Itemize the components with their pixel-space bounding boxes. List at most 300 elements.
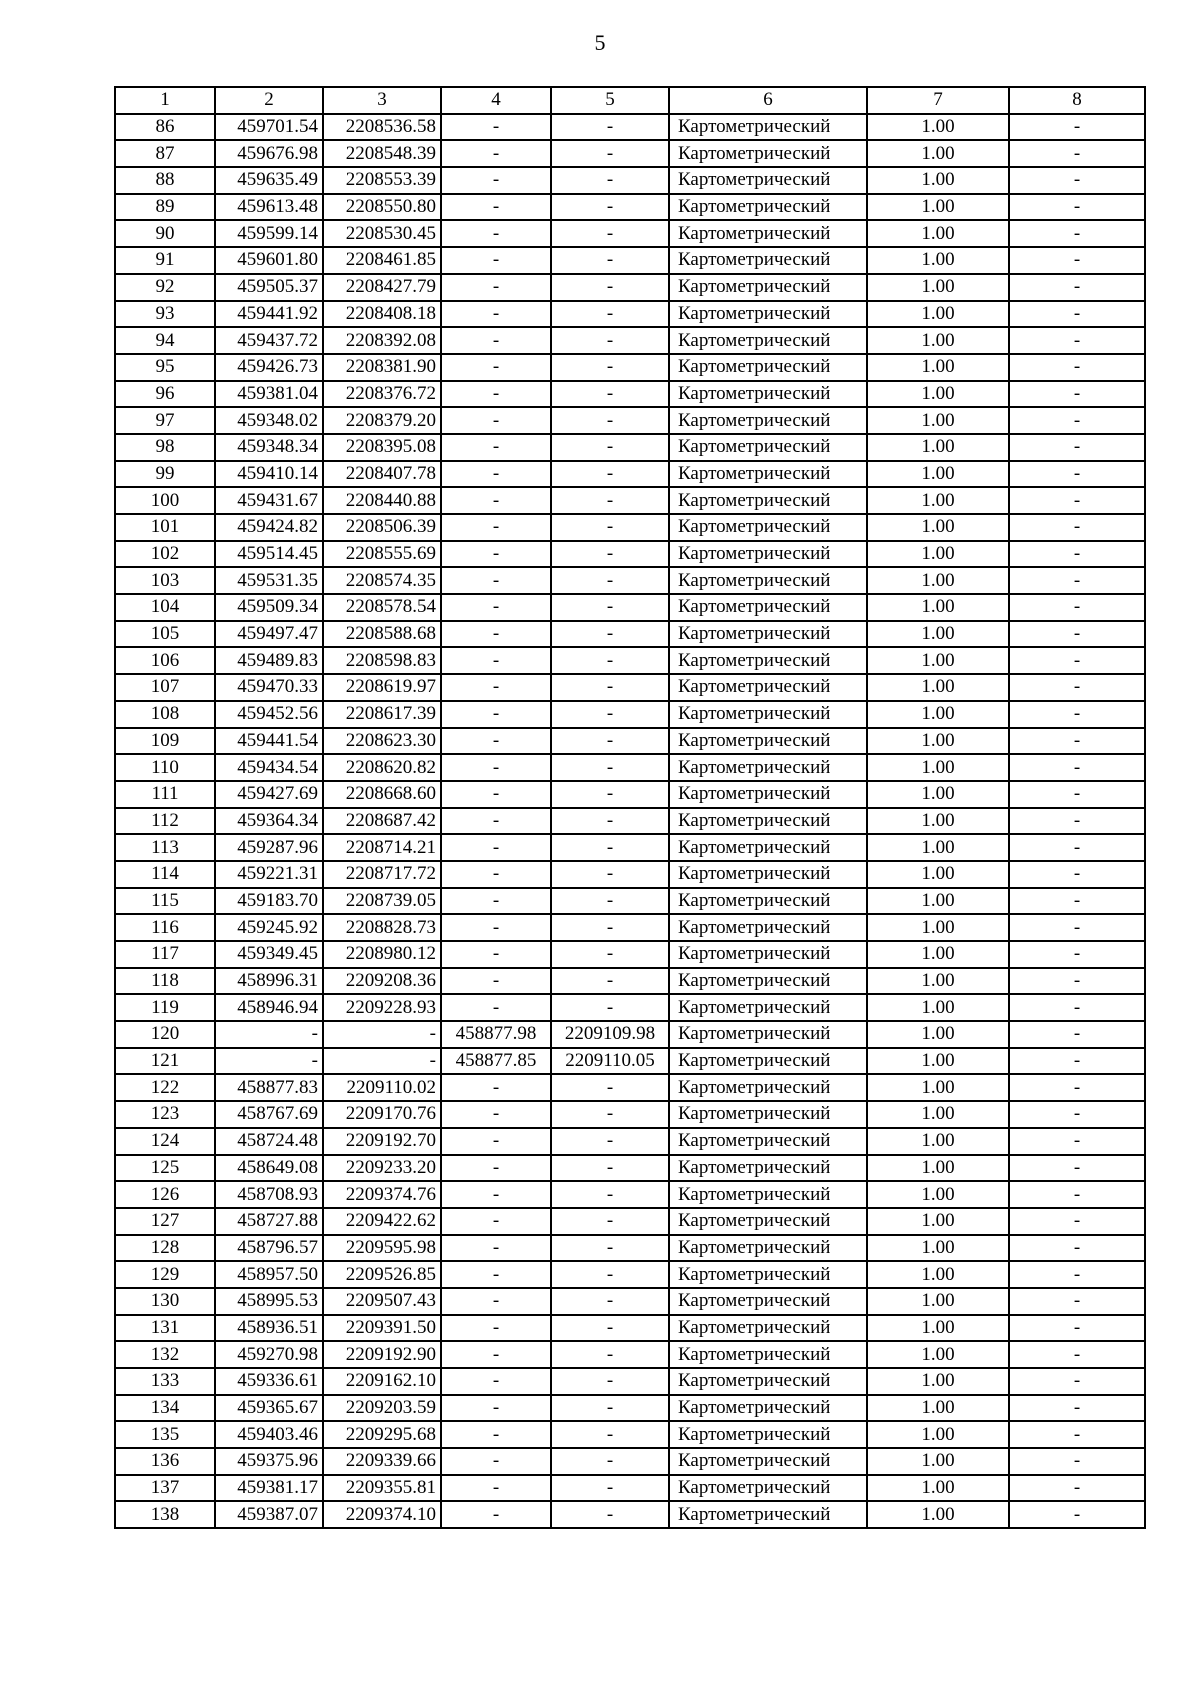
accuracy-cell: 1.00 — [867, 1475, 1009, 1502]
point-number-cell: 92 — [115, 274, 215, 301]
y-old-coordinate-cell: - — [551, 834, 669, 861]
description-cell: - — [1009, 1181, 1145, 1208]
column-header: 5 — [551, 87, 669, 114]
table-row — [115, 381, 1145, 408]
point-number-cell: 89 — [115, 194, 215, 221]
y-coordinate-cell: 2208574.35 — [323, 567, 441, 594]
point-number-cell: 105 — [115, 621, 215, 648]
y-coordinate-cell: 2209170.76 — [323, 1101, 441, 1128]
table-row — [115, 220, 1145, 247]
x-old-coordinate-cell: 458877.85 — [441, 1048, 551, 1075]
x-old-coordinate-cell: - — [441, 674, 551, 701]
table-row — [115, 1288, 1145, 1315]
description-cell: - — [1009, 1128, 1145, 1155]
y-old-coordinate-cell: - — [551, 1475, 669, 1502]
x-old-coordinate-cell: - — [441, 1368, 551, 1395]
accuracy-cell: 1.00 — [867, 1395, 1009, 1422]
x-old-coordinate-cell: - — [441, 1448, 551, 1475]
accuracy-cell: 1.00 — [867, 861, 1009, 888]
description-cell: - — [1009, 808, 1145, 835]
y-old-coordinate-cell: - — [551, 781, 669, 808]
x-coordinate-cell: 459613.48 — [215, 194, 323, 221]
description-cell: - — [1009, 674, 1145, 701]
y-old-coordinate-cell: - — [551, 247, 669, 274]
description-cell: - — [1009, 167, 1145, 194]
point-number-cell: 133 — [115, 1368, 215, 1395]
table-row — [115, 514, 1145, 541]
y-coordinate-cell: 2208714.21 — [323, 834, 441, 861]
column-header: 8 — [1009, 87, 1145, 114]
accuracy-cell: 1.00 — [867, 140, 1009, 167]
description-cell: - — [1009, 1341, 1145, 1368]
y-old-coordinate-cell: - — [551, 487, 669, 514]
y-coordinate-cell: 2209228.93 — [323, 994, 441, 1021]
point-number-cell: 104 — [115, 594, 215, 621]
accuracy-cell: 1.00 — [867, 888, 1009, 915]
description-cell: - — [1009, 1235, 1145, 1262]
method-cell: Картометрический — [669, 1181, 867, 1208]
description-cell: - — [1009, 1315, 1145, 1342]
y-old-coordinate-cell: - — [551, 1448, 669, 1475]
description-cell: - — [1009, 114, 1145, 141]
table-row — [115, 781, 1145, 808]
accuracy-cell: 1.00 — [867, 1368, 1009, 1395]
y-coordinate-cell: 2208578.54 — [323, 594, 441, 621]
x-coordinate-cell: 458796.57 — [215, 1235, 323, 1262]
description-cell: - — [1009, 407, 1145, 434]
accuracy-cell: 1.00 — [867, 327, 1009, 354]
x-old-coordinate-cell: - — [441, 594, 551, 621]
point-number-cell: 119 — [115, 994, 215, 1021]
point-number-cell: 95 — [115, 354, 215, 381]
point-number-cell: 107 — [115, 674, 215, 701]
y-old-coordinate-cell: - — [551, 1368, 669, 1395]
method-cell: Картометрический — [669, 1315, 867, 1342]
table-row — [115, 1421, 1145, 1448]
accuracy-cell: 1.00 — [867, 1341, 1009, 1368]
table-row — [115, 487, 1145, 514]
accuracy-cell: 1.00 — [867, 487, 1009, 514]
point-number-cell: 99 — [115, 461, 215, 488]
description-cell: - — [1009, 194, 1145, 221]
accuracy-cell: 1.00 — [867, 1101, 1009, 1128]
method-cell: Картометрический — [669, 1208, 867, 1235]
x-old-coordinate-cell: - — [441, 808, 551, 835]
method-cell: Картометрический — [669, 487, 867, 514]
method-cell: Картометрический — [669, 1288, 867, 1315]
point-number-cell: 134 — [115, 1395, 215, 1422]
description-cell: - — [1009, 994, 1145, 1021]
description-cell: - — [1009, 968, 1145, 995]
point-number-cell: 121 — [115, 1048, 215, 1075]
y-old-coordinate-cell: - — [551, 220, 669, 247]
x-coordinate-cell: 458946.94 — [215, 994, 323, 1021]
y-coordinate-cell: 2209192.70 — [323, 1128, 441, 1155]
y-old-coordinate-cell: - — [551, 514, 669, 541]
point-number-cell: 135 — [115, 1421, 215, 1448]
method-cell: Картометрический — [669, 194, 867, 221]
table-row — [115, 914, 1145, 941]
method-cell: Картометрический — [669, 1421, 867, 1448]
x-coordinate-cell: 459497.47 — [215, 621, 323, 648]
y-old-coordinate-cell: - — [551, 381, 669, 408]
table-row — [115, 888, 1145, 915]
x-coordinate-cell: 458996.31 — [215, 968, 323, 995]
point-number-cell: 88 — [115, 167, 215, 194]
y-coordinate-cell: 2208623.30 — [323, 728, 441, 755]
accuracy-cell: 1.00 — [867, 1074, 1009, 1101]
table-row — [115, 247, 1145, 274]
x-old-coordinate-cell: - — [441, 194, 551, 221]
method-cell: Картометрический — [669, 1128, 867, 1155]
table-row — [115, 1048, 1145, 1075]
description-cell: - — [1009, 220, 1145, 247]
point-number-cell: 90 — [115, 220, 215, 247]
point-number-cell: 91 — [115, 247, 215, 274]
method-cell: Картометрический — [669, 1368, 867, 1395]
accuracy-cell: 1.00 — [867, 167, 1009, 194]
page-number: 5 — [594, 30, 606, 55]
x-coordinate-cell: 459514.45 — [215, 541, 323, 568]
y-coordinate-cell: 2208461.85 — [323, 247, 441, 274]
x-coordinate-cell: 459387.07 — [215, 1501, 323, 1528]
accuracy-cell: 1.00 — [867, 621, 1009, 648]
point-number-cell: 106 — [115, 647, 215, 674]
method-cell: Картометрический — [669, 1501, 867, 1528]
method-cell: Картометрический — [669, 861, 867, 888]
table-row — [115, 434, 1145, 461]
y-coordinate-cell: 2209355.81 — [323, 1475, 441, 1502]
y-old-coordinate-cell: - — [551, 1501, 669, 1528]
method-cell: Картометрический — [669, 514, 867, 541]
y-old-coordinate-cell: - — [551, 301, 669, 328]
y-old-coordinate-cell: - — [551, 541, 669, 568]
y-coordinate-cell: 2209162.10 — [323, 1368, 441, 1395]
description-cell: - — [1009, 327, 1145, 354]
point-number-cell: 115 — [115, 888, 215, 915]
x-old-coordinate-cell: - — [441, 701, 551, 728]
column-header: 1 — [115, 87, 215, 114]
x-coordinate-cell: 458936.51 — [215, 1315, 323, 1342]
y-coordinate-cell: 2208548.39 — [323, 140, 441, 167]
x-old-coordinate-cell: - — [441, 167, 551, 194]
accuracy-cell: 1.00 — [867, 407, 1009, 434]
description-cell: - — [1009, 1261, 1145, 1288]
accuracy-cell: 1.00 — [867, 781, 1009, 808]
x-coordinate-cell: 459287.96 — [215, 834, 323, 861]
accuracy-cell: 1.00 — [867, 1021, 1009, 1048]
method-cell: Картометрический — [669, 220, 867, 247]
y-old-coordinate-cell: - — [551, 674, 669, 701]
method-cell: Картометрический — [669, 621, 867, 648]
y-old-coordinate-cell: - — [551, 1128, 669, 1155]
x-coordinate-cell: 458649.08 — [215, 1155, 323, 1182]
x-old-coordinate-cell: - — [441, 754, 551, 781]
y-coordinate-cell: 2209595.98 — [323, 1235, 441, 1262]
method-cell: Картометрический — [669, 167, 867, 194]
method-cell: Картометрический — [669, 541, 867, 568]
x-old-coordinate-cell: - — [441, 1341, 551, 1368]
description-cell: - — [1009, 647, 1145, 674]
x-coordinate-cell: 459601.80 — [215, 247, 323, 274]
point-number-cell: 123 — [115, 1101, 215, 1128]
y-coordinate-cell: 2209422.62 — [323, 1208, 441, 1235]
method-cell: Картометрический — [669, 1021, 867, 1048]
accuracy-cell: 1.00 — [867, 808, 1009, 835]
y-old-coordinate-cell: - — [551, 1074, 669, 1101]
x-coordinate-cell: 459424.82 — [215, 514, 323, 541]
y-old-coordinate-cell: - — [551, 594, 669, 621]
point-number-cell: 130 — [115, 1288, 215, 1315]
table-row — [115, 754, 1145, 781]
accuracy-cell: 1.00 — [867, 514, 1009, 541]
method-cell: Картометрический — [669, 1074, 867, 1101]
point-number-cell: 93 — [115, 301, 215, 328]
description-cell: - — [1009, 1395, 1145, 1422]
x-coordinate-cell: 459452.56 — [215, 701, 323, 728]
description-cell: - — [1009, 567, 1145, 594]
table-row — [115, 1128, 1145, 1155]
x-coordinate-cell: 458724.48 — [215, 1128, 323, 1155]
x-old-coordinate-cell: - — [441, 994, 551, 1021]
table-row — [115, 674, 1145, 701]
accuracy-cell: 1.00 — [867, 354, 1009, 381]
method-cell: Картометрический — [669, 1261, 867, 1288]
x-coordinate-cell: 458957.50 — [215, 1261, 323, 1288]
y-old-coordinate-cell: - — [551, 1181, 669, 1208]
x-coordinate-cell: 458727.88 — [215, 1208, 323, 1235]
y-coordinate-cell: 2208407.78 — [323, 461, 441, 488]
y-old-coordinate-cell: - — [551, 1208, 669, 1235]
accuracy-cell: 1.00 — [867, 1155, 1009, 1182]
method-cell: Картометрический — [669, 274, 867, 301]
x-coordinate-cell: 459381.17 — [215, 1475, 323, 1502]
y-coordinate-cell: 2208395.08 — [323, 434, 441, 461]
y-old-coordinate-cell: - — [551, 1261, 669, 1288]
x-coordinate-cell: 458995.53 — [215, 1288, 323, 1315]
description-cell: - — [1009, 381, 1145, 408]
description-cell: - — [1009, 1368, 1145, 1395]
x-coordinate-cell: 459531.35 — [215, 567, 323, 594]
accuracy-cell: 1.00 — [867, 1128, 1009, 1155]
y-coordinate-cell: 2209374.76 — [323, 1181, 441, 1208]
y-old-coordinate-cell: - — [551, 728, 669, 755]
x-coordinate-cell: - — [215, 1048, 323, 1075]
y-coordinate-cell: 2208617.39 — [323, 701, 441, 728]
x-coordinate-cell: 459441.92 — [215, 301, 323, 328]
accuracy-cell: 1.00 — [867, 1261, 1009, 1288]
point-number-cell: 114 — [115, 861, 215, 888]
point-number-cell: 122 — [115, 1074, 215, 1101]
x-old-coordinate-cell: - — [441, 541, 551, 568]
y-coordinate-cell: 2208668.60 — [323, 781, 441, 808]
x-coordinate-cell: 459635.49 — [215, 167, 323, 194]
y-old-coordinate-cell: 2209109.98 — [551, 1021, 669, 1048]
y-old-coordinate-cell: - — [551, 1421, 669, 1448]
accuracy-cell: 1.00 — [867, 434, 1009, 461]
x-coordinate-cell: 459364.34 — [215, 808, 323, 835]
x-old-coordinate-cell: - — [441, 1475, 551, 1502]
x-coordinate-cell: 459434.54 — [215, 754, 323, 781]
x-old-coordinate-cell: - — [441, 114, 551, 141]
x-coordinate-cell: 459270.98 — [215, 1341, 323, 1368]
method-cell: Картометрический — [669, 1155, 867, 1182]
accuracy-cell: 1.00 — [867, 674, 1009, 701]
y-old-coordinate-cell: - — [551, 140, 669, 167]
description-cell: - — [1009, 834, 1145, 861]
point-number-cell: 116 — [115, 914, 215, 941]
x-old-coordinate-cell: - — [441, 1395, 551, 1422]
y-coordinate-cell: 2208553.39 — [323, 167, 441, 194]
description-cell: - — [1009, 914, 1145, 941]
point-number-cell: 137 — [115, 1475, 215, 1502]
x-coordinate-cell: 459183.70 — [215, 888, 323, 915]
table-row — [115, 354, 1145, 381]
method-cell: Картометрический — [669, 301, 867, 328]
description-cell: - — [1009, 541, 1145, 568]
accuracy-cell: 1.00 — [867, 1208, 1009, 1235]
accuracy-cell: 1.00 — [867, 754, 1009, 781]
point-number-cell: 132 — [115, 1341, 215, 1368]
x-old-coordinate-cell: - — [441, 781, 551, 808]
y-old-coordinate-cell: - — [551, 567, 669, 594]
point-number-cell: 110 — [115, 754, 215, 781]
y-coordinate-cell: 2208980.12 — [323, 941, 441, 968]
description-cell: - — [1009, 354, 1145, 381]
table-row — [115, 1475, 1145, 1502]
method-cell: Картометрический — [669, 114, 867, 141]
y-old-coordinate-cell: - — [551, 1155, 669, 1182]
x-old-coordinate-cell: - — [441, 941, 551, 968]
accuracy-cell: 1.00 — [867, 541, 1009, 568]
method-cell: Картометрический — [669, 754, 867, 781]
point-number-cell: 125 — [115, 1155, 215, 1182]
method-cell: Картометрический — [669, 994, 867, 1021]
x-coordinate-cell: 459599.14 — [215, 220, 323, 247]
method-cell: Картометрический — [669, 1448, 867, 1475]
x-coordinate-cell: 459505.37 — [215, 274, 323, 301]
point-number-cell: 100 — [115, 487, 215, 514]
point-number-cell: 86 — [115, 114, 215, 141]
point-number-cell: 94 — [115, 327, 215, 354]
table-row — [115, 861, 1145, 888]
description-cell: - — [1009, 1074, 1145, 1101]
y-old-coordinate-cell: - — [551, 1235, 669, 1262]
column-header: 6 — [669, 87, 867, 114]
x-coordinate-cell: 459365.67 — [215, 1395, 323, 1422]
description-cell: - — [1009, 1475, 1145, 1502]
table-row — [115, 1074, 1145, 1101]
x-old-coordinate-cell: - — [441, 461, 551, 488]
point-number-cell: 136 — [115, 1448, 215, 1475]
y-old-coordinate-cell: - — [551, 1288, 669, 1315]
y-coordinate-cell: 2208536.58 — [323, 114, 441, 141]
method-cell: Картометрический — [669, 327, 867, 354]
accuracy-cell: 1.00 — [867, 1048, 1009, 1075]
x-coordinate-cell: - — [215, 1021, 323, 1048]
y-coordinate-cell: 2208620.82 — [323, 754, 441, 781]
accuracy-cell: 1.00 — [867, 1235, 1009, 1262]
accuracy-cell: 1.00 — [867, 1501, 1009, 1528]
method-cell: Картометрический — [669, 781, 867, 808]
table-row — [115, 968, 1145, 995]
method-cell: Картометрический — [669, 434, 867, 461]
y-old-coordinate-cell: - — [551, 808, 669, 835]
point-number-cell: 129 — [115, 1261, 215, 1288]
y-old-coordinate-cell: - — [551, 861, 669, 888]
x-old-coordinate-cell: - — [441, 140, 551, 167]
y-coordinate-cell: 2208379.20 — [323, 407, 441, 434]
x-old-coordinate-cell: - — [441, 1421, 551, 1448]
y-coordinate-cell: 2208588.68 — [323, 621, 441, 648]
accuracy-cell: 1.00 — [867, 1315, 1009, 1342]
x-old-coordinate-cell: - — [441, 1101, 551, 1128]
x-old-coordinate-cell: - — [441, 861, 551, 888]
table-row — [115, 301, 1145, 328]
method-cell: Картометрический — [669, 701, 867, 728]
accuracy-cell: 1.00 — [867, 194, 1009, 221]
description-cell: - — [1009, 1208, 1145, 1235]
x-old-coordinate-cell: - — [441, 728, 551, 755]
description-cell: - — [1009, 754, 1145, 781]
x-old-coordinate-cell: - — [441, 247, 551, 274]
accuracy-cell: 1.00 — [867, 274, 1009, 301]
point-number-cell: 128 — [115, 1235, 215, 1262]
table-row — [115, 461, 1145, 488]
x-coordinate-cell: 459348.02 — [215, 407, 323, 434]
x-old-coordinate-cell: - — [441, 647, 551, 674]
x-old-coordinate-cell: - — [441, 327, 551, 354]
method-cell: Картометрический — [669, 461, 867, 488]
table-row — [115, 194, 1145, 221]
y-old-coordinate-cell: - — [551, 754, 669, 781]
y-old-coordinate-cell: - — [551, 647, 669, 674]
y-old-coordinate-cell: - — [551, 114, 669, 141]
x-old-coordinate-cell: - — [441, 274, 551, 301]
table-row — [115, 621, 1145, 648]
x-coordinate-cell: 459221.31 — [215, 861, 323, 888]
accuracy-cell: 1.00 — [867, 1288, 1009, 1315]
y-old-coordinate-cell: - — [551, 1341, 669, 1368]
table-row — [115, 1021, 1145, 1048]
x-old-coordinate-cell: - — [441, 487, 551, 514]
accuracy-cell: 1.00 — [867, 728, 1009, 755]
table-row — [115, 114, 1145, 141]
method-cell: Картометрический — [669, 407, 867, 434]
point-number-cell: 118 — [115, 968, 215, 995]
table-row — [115, 647, 1145, 674]
method-cell: Картометрический — [669, 381, 867, 408]
point-number-cell: 127 — [115, 1208, 215, 1235]
table-row — [115, 274, 1145, 301]
x-coordinate-cell: 459701.54 — [215, 114, 323, 141]
x-coordinate-cell: 459676.98 — [215, 140, 323, 167]
table-row — [115, 541, 1145, 568]
x-coordinate-cell: 458708.93 — [215, 1181, 323, 1208]
x-coordinate-cell: 459245.92 — [215, 914, 323, 941]
description-cell: - — [1009, 1048, 1145, 1075]
column-header: 4 — [441, 87, 551, 114]
x-old-coordinate-cell: - — [441, 434, 551, 461]
y-old-coordinate-cell: - — [551, 434, 669, 461]
description-cell: - — [1009, 621, 1145, 648]
y-coordinate-cell: 2208687.42 — [323, 808, 441, 835]
y-coordinate-cell: 2208555.69 — [323, 541, 441, 568]
method-cell: Картометрический — [669, 140, 867, 167]
y-old-coordinate-cell: - — [551, 167, 669, 194]
point-number-cell: 138 — [115, 1501, 215, 1528]
point-number-cell: 111 — [115, 781, 215, 808]
